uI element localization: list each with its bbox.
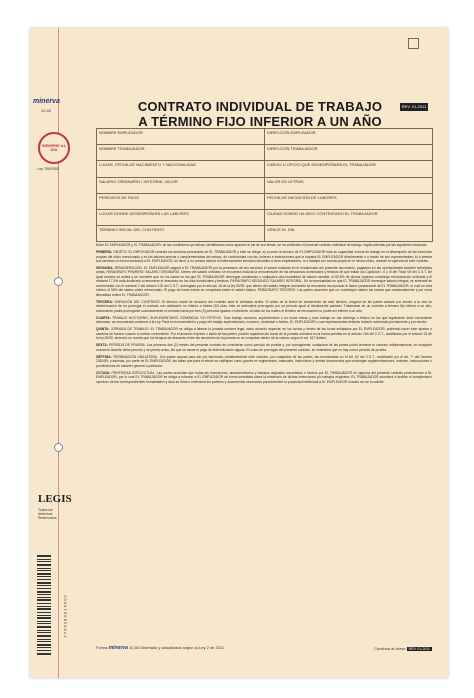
- contract-fields-grid: [96, 128, 433, 242]
- field-cell[interactable]: LUGAR DONDE DESEMPEÑARÁ LAS LABORES: [97, 210, 265, 225]
- field-row: [97, 129, 432, 145]
- clause-heading: SEXTA:: [96, 343, 108, 348]
- field-row: [97, 178, 432, 194]
- clause-heading: TERCERA:: [96, 299, 114, 304]
- barcode-bar: [37, 576, 51, 577]
- barcode-bar: [37, 591, 51, 593]
- barcode-bar: [37, 570, 51, 571]
- barcode-bar: [37, 641, 51, 642]
- clause: [96, 316, 432, 325]
- binder-hole-top: [54, 277, 63, 286]
- clause-text: PERÍODO DE PRUEBA. Los primeros dos (2) meses del presente contrato se consideran como período de prueba y, por consiguiente, cualquiera de las partes podrá terminar el contrato unilateralmente, en cualquier momento durante dicho período y sin previo aviso, sin que se cause el pago de indemnización alguna. En caso de prórrogas del presente contrato, se entenderá que no hay nuevo período de prueba.: [96, 343, 433, 352]
- barcode-bar: [37, 561, 51, 562]
- field-cell[interactable]: SALARIO ORDINARIO / INTEGRAL VALOR: [97, 178, 265, 193]
- binder-hole-bottom: [54, 443, 63, 452]
- clause-heading: QUINTA:: [96, 327, 110, 332]
- field-cell[interactable]: NOMBRE EMPLEADOR: [97, 129, 265, 144]
- barcode-bar: [37, 599, 51, 601]
- barcode-bar: [37, 617, 51, 619]
- publisher-logo: LEGIS: [38, 493, 72, 505]
- barcode-bar: [37, 588, 51, 589]
- field-row: [97, 161, 432, 177]
- field-row: [97, 226, 432, 241]
- clause: [96, 250, 432, 263]
- barcode-bar: [37, 579, 51, 580]
- field-cell[interactable]: CARGO U OFICIO QUE DESEMPEÑARÁ EL TRABAJADOR: [267, 162, 376, 168]
- field-cell[interactable]: PERÍODOS DE PAGO: [97, 194, 265, 209]
- clause-heading: SEGUNDA:: [96, 266, 114, 270]
- clause-text: DURACIÓN DEL CONTRATO. El término inicial de duración del contrato será el señalado arriba. Si antes de la fecha de vencimiento de este término, ninguna de las partes avisare por escrito a la otra su determinación de no prorrogar el contrato con antelación no inferior a treinta (30) días, éste se entenderá prorrogado por un período igual al inicialmente pactado. Tratándose de un contrato a término fijo inferior a un año, únicamente podrá prorrogarse sucesivamente el contrato hasta por tres (3) períodos iguales o inferiores, al cabo de los cuales el término de renovación no podrá ser inferior a un año.: [96, 299, 432, 313]
- footer-left: [96, 645, 224, 651]
- clause: [96, 327, 432, 340]
- barcode-bar: [37, 582, 51, 584]
- title-line-1: CONTRATO INDIVIDUAL DE TRABAJO: [137, 99, 383, 114]
- field-cell[interactable]: VENCE EL DÍA: [267, 227, 295, 233]
- clause-heading: PRIMERA:: [96, 250, 113, 255]
- form-number-badge: REV. 01-2011: [401, 104, 427, 109]
- field-cell[interactable]: CIUDAD DONDE HA SIDO CONTRATADO EL TRABAJADOR: [267, 210, 378, 216]
- barcode-bar: [37, 606, 51, 607]
- field-row: [97, 145, 432, 161]
- clause-text: TRABAJO NOCTURNO, SUPLEMENTARIO, DOMINICAL Y/O FESTIVO. Todo trabajo nocturno, suplementario o en horas extras y todo trabajo en día domingo o festivo en los que legalmente debe concederse descanso, se remunerará conforme a la Ley. Para el reconocimiento y pago del trabajo suplementario, nocturno, dominical o festivo, EL EMPLEADOR o sus representantes deberán haberlo autorizado previamente y por escrito.: [96, 315, 433, 325]
- law-reference: Ley 789/2002: [37, 167, 59, 171]
- barcode-bar: [37, 621, 51, 622]
- margin-line: [58, 28, 59, 678]
- field-row: [97, 210, 432, 226]
- contract-clauses: [96, 243, 432, 387]
- barcode-bar: [37, 573, 51, 575]
- clause-heading: SÉPTIMA:: [96, 354, 112, 359]
- barcode-bar: [37, 615, 51, 616]
- seal-text: SIEMPRE AL DÍA: [41, 142, 67, 152]
- clause: [96, 355, 432, 368]
- barcode-bar: [37, 650, 51, 651]
- corner-checkbox: [408, 38, 419, 49]
- brand-code: 10-50: [40, 108, 52, 113]
- barcode-bar: [37, 644, 51, 646]
- field-cell[interactable]: NOMBRE TRABAJADOR: [97, 145, 265, 160]
- barcode-bar: [37, 568, 51, 569]
- footer-ref: REV. 01-2011: [408, 646, 430, 651]
- barcode: [37, 555, 51, 655]
- barcode-bar: [37, 608, 51, 610]
- page-footer: [96, 645, 432, 651]
- clause-text: Entre EL EMPLEADOR y EL TRABAJADOR, de las condiciones ya dichas, identificados como aparece al pie de sus firmas, se ha celebrado el presente contrato individual de trabajo, regido además por las siguientes cláusulas:: [96, 243, 428, 247]
- field-cell[interactable]: FECHA DE INICIACIÓN DE LABORES: [267, 194, 337, 200]
- field-cell[interactable]: DIRECCIÓN TRABAJADOR: [267, 146, 318, 152]
- barcode-bar: [37, 626, 51, 628]
- clause-text: JORNADA DE TRABAJO. EL TRABAJADOR se obliga a laborar la jornada máxima legal, salvo acuerdo especial, en los turnos y dentro de las horas señalados por EL EMPLEADOR, pudiendo hacer éste ajustes o cambios de horario cuando lo estime conveniente. Por el acuerdo expreso o tácito de las partes, podrán repartirse las horas de la jornada ordinaria en la forma prevista en el artículo 164 del C.S.T., modificado por el artículo 23 de la ley 50/90, teniendo en cuenta que los tiempos de descanso entre las secciones de la jornada no se computan dentro de la misma, según el art. 167 ibídem.: [96, 327, 432, 341]
- always-updated-seal: [38, 132, 70, 164]
- barcode-bar: [37, 585, 51, 586]
- barcode-bar: [37, 639, 51, 640]
- footer-form-label: Forma: [96, 645, 108, 650]
- clause: [96, 371, 432, 384]
- barcode-bar: [37, 632, 51, 633]
- barcode-bar: [37, 594, 51, 595]
- clause-heading: OCTAVA:: [96, 370, 111, 375]
- barcode-bar: [37, 603, 51, 604]
- barcode-bar: [37, 653, 51, 655]
- clause: [96, 300, 432, 313]
- clause-text: PROPIEDAD INTELECTUAL. Las partes acuerdan que todas las invenciones, descubrimientos y trabajos originales concebidos o hechos por EL TRABAJADOR en vigencia del presente contrato pertenecerán a EL EMPLEADOR, por lo cual EL TRABAJADOR se obliga a informar a EL EMPLEADOR de forma inmediata sobre la existencia de dichas invenciones y/o trabajos originales. EL TRABAJADOR accederá a facilitar el cumplimiento oportuno de las correspondientes formalidades y dará su firma o extenderá los poderes y documentos necesarios para transferir la propiedad intelectual a EL EMPLEADOR cuando así se lo solicite.: [96, 370, 432, 384]
- field-cell[interactable]: TÉRMINO INICIAL DEL CONTRATO: [97, 226, 265, 241]
- barcode-bar: [37, 597, 51, 598]
- footer-continue: Continúa al dorso: [374, 645, 406, 651]
- clause: [96, 266, 432, 297]
- barcode-bar: [37, 612, 51, 613]
- publisher-rights: Todos los derechos Reservados: [38, 508, 57, 521]
- clause-text: OBJETO. EL EMPLEADOR contrata los servicios personales de EL TRABAJADOR y éste se obliga: a) a poner al servicio de EL EMPLEADOR toda su capacidad normal de trabajo en el desempeño de las funciones propias del oficio mencionado y en las labores anexas y complementarias del mismo, de conformidad con las órdenes e instrucciones que le imparta EL EMPLEADOR directamente o a través de sus representantes; b) a prestar sus servicios en forma exclusiva a EL EMPLEADOR, es decir, a no prestar directa ni indirectamente servicios laborales a otros empleadores, ni a trabajar por cuenta propia en el mismo oficio, durante la vigencia de este contrato.: [96, 250, 433, 263]
- clause-heading: CUARTA:: [96, 315, 111, 320]
- field-row: [97, 194, 432, 210]
- brand-logo: minerva: [33, 98, 60, 105]
- footer-middle: 10-50 Diseñado y actualizado según la Ley 2 de 2011: [129, 645, 225, 650]
- barcode-bar: [37, 623, 51, 624]
- contract-title: [100, 100, 420, 130]
- field-cell[interactable]: DIRECCIÓN EMPLEADOR: [267, 130, 316, 135]
- barcode-bar: [37, 635, 51, 637]
- barcode-digits: 7 7 0 6 2 8 3 9 1 4 5 0 2: [62, 595, 68, 638]
- barcode-bar: [37, 564, 51, 566]
- barcode-bar: [37, 555, 51, 557]
- barcode-bar: [37, 630, 51, 631]
- clause: [96, 243, 432, 247]
- barcode-bar: [37, 647, 51, 648]
- field-cell[interactable]: VALOR EN LETRAS: [267, 178, 304, 184]
- title-line-2: A TÉRMINO FIJO INFERIOR A UN AÑO: [138, 113, 382, 129]
- clause-text: REMUNERACIÓN. EL EMPLEADOR pagará a EL TRABAJADOR por la prestación de sus servicios el salario indicado en el encabezado del presente documento, pagadero en las oportunidades también señaladas arriba. PARÁGRAFO PRIMERO: SALARIO ORDINARIO. Dentro del salario ordinario se encuentra incluida la remuneración de los descansos dominicales y festivos de que tratan los Capítulos I, II y III del Título VII del C.S.T. De igual manera se aclara y se conviene que en los casos en los que EL TRABAJADOR devengue comisiones o cualquiera otra modalidad de salario variable, el 82,5% de dichos ingresos constituye remuneración ordinaria y el restante 17,5% está destinado a remunerar el descanso en los días dominicales y festivos. PARÁGRAFO SEGUNDO: SALARIO INTEGRAL. En la eventualidad en que EL TRABAJADOR devengue salario integral, se entiende de conformidad con el numeral 2 del artículo 132 del C.S.T., subrogado por el artículo 18 de la ley 50/90, que dentro del salario integral convenido se encuentra incorporado el factor prestacional de EL TRABAJADOR, el cual no será inferior al 30% del salario antes mencionado. El pago de horas extras se computará sobre el salario básico. PARÁGRAFO TERCERO: Las partes acuerdan que no constituyen salario las sumas que ocasionalmente y por mera liberalidad reciba EL TRABAJADOR.: [96, 266, 432, 297]
- footer-brand: minerva: [108, 645, 128, 651]
- clause-text: TERMINACIÓN UNILATERAL. Son justas causas para dar por terminado unilateralmente este contrato, por cualquiera de las partes, las enumeradas en el Art. 62 del C.S.T., modificado por el Art. 7º del Decreto 2351/65; y además, por parte de EL EMPLEADOR, las faltas que para el efecto se califiquen como graves en reglamentos, manuales, instructivos y demás documentos que contengan reglamentaciones, órdenes, instrucciones o prohibiciones de carácter general o particular.: [96, 354, 433, 368]
- footer-right: [374, 646, 432, 651]
- clause: [96, 343, 432, 352]
- barcode-bar: [37, 559, 51, 560]
- field-cell[interactable]: LUGAR, FECHA DE NACIMIENTO Y NACIONALIDAD: [97, 161, 265, 176]
